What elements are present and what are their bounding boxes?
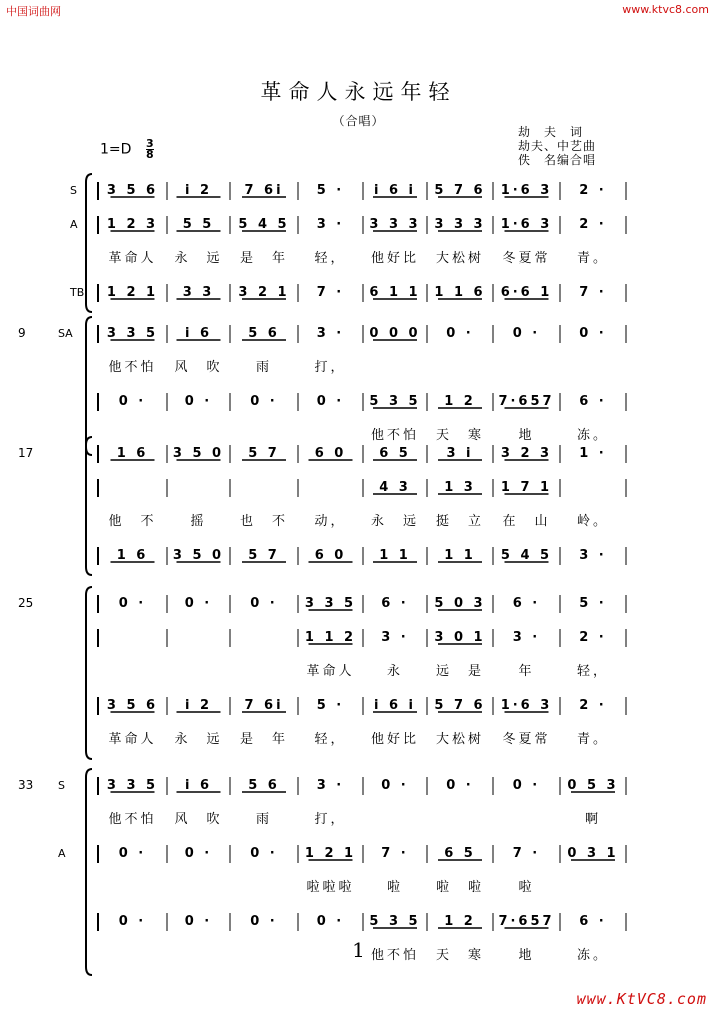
note-group: 0 · — [250, 846, 278, 861]
note-group: 1·6 3 — [500, 698, 553, 713]
lyric-text: 革命人 — [108, 732, 157, 747]
lyric-text: 他不怕 — [108, 360, 157, 375]
note-group: i 2 — [184, 698, 213, 713]
note-group: 2 · — [579, 183, 607, 198]
site-url-right: www.ktvc8.com — [622, 3, 709, 16]
note-group: 6 · — [381, 596, 409, 611]
lyric-text: 永 远 — [370, 514, 420, 529]
note-group: 1 1 2 — [304, 630, 357, 645]
note-group: 7 · — [316, 285, 345, 300]
note-group: 0 · — [512, 778, 541, 793]
note-group: 3 3 5 — [106, 326, 159, 341]
time-sig-denominator: 8 — [146, 148, 154, 161]
lyric-text: 轻， — [314, 732, 347, 747]
lyric-text: 打， — [314, 812, 347, 827]
note-group: 3 5 0 — [172, 446, 225, 461]
note-group: 0 · — [316, 914, 345, 929]
note-group: 2 · — [579, 698, 607, 713]
lyric-text: 啦 啦 — [435, 880, 485, 895]
lyric-text: 啦啦啦 — [306, 880, 355, 895]
lyric-text: 革命人 — [306, 664, 355, 679]
note-group: 0 · — [118, 846, 147, 861]
note-group: 6 · — [579, 914, 607, 929]
note-group: 7 6i — [244, 698, 284, 713]
note-group: 6 5 — [444, 846, 476, 861]
note-group: 3 · — [316, 217, 345, 232]
lyric-text: 冻。 — [576, 428, 610, 443]
note-group: 1 · — [579, 446, 607, 461]
note-group: 6·6 1 — [500, 285, 553, 300]
note-group: 0 · — [250, 596, 278, 611]
lyric-text: 在 山 — [502, 514, 551, 529]
note-group: 3 2 3 — [500, 446, 553, 461]
note-group: 5 3 5 — [369, 394, 421, 409]
note-group: 3 · — [381, 630, 409, 645]
note-group: 2 · — [579, 630, 607, 645]
note-group: 7·657 — [498, 394, 555, 409]
note-group: 0 · — [118, 596, 147, 611]
lyric-text: 冬夏常 — [502, 732, 551, 747]
voice-label: TB — [70, 286, 85, 299]
note-group: 3 3 3 — [369, 217, 421, 232]
note-group: 1 6 — [116, 446, 149, 461]
credit-lyricist: 劫 夫 词 — [518, 125, 584, 139]
note-group: 0 · — [184, 914, 213, 929]
note-group: 3 5 0 — [172, 548, 225, 563]
lyric-text: 岭。 — [576, 514, 610, 529]
note-group: 3 · — [579, 548, 607, 563]
note-group: i 6 — [184, 326, 213, 341]
lyric-text: 也 不 — [239, 514, 289, 529]
voice-label: A — [70, 218, 78, 231]
note-group: 0 · — [118, 394, 147, 409]
note-group: 5 7 6 — [434, 183, 486, 198]
note-group: 0 3 1 — [567, 846, 619, 861]
lyric-text: 风 吹 — [174, 360, 223, 375]
note-group: 0 · — [184, 394, 213, 409]
page-number: 1 — [352, 938, 365, 962]
note-group: 3 5 6 — [106, 698, 159, 713]
note-group: 0 0 0 — [369, 326, 421, 341]
lyric-text: 动， — [314, 514, 347, 529]
note-group: 0 · — [184, 596, 213, 611]
lyric-text: 他好比 — [370, 251, 420, 266]
note-group: i 6 i — [373, 698, 417, 713]
note-group: 3 3 5 — [304, 596, 357, 611]
lyric-text: 他不怕 — [370, 428, 420, 443]
note-group: 5 4 5 — [500, 548, 553, 563]
lyric-text: 大松树 — [435, 732, 485, 747]
note-group: 3 i — [446, 446, 474, 461]
note-group: 6 · — [579, 394, 607, 409]
voice-label: A — [58, 847, 66, 860]
note-group: 3 · — [316, 778, 345, 793]
lyric-text: 雨 — [255, 360, 273, 375]
lyric-text: 啦 — [386, 880, 404, 895]
note-group: 3 · — [512, 630, 541, 645]
lyric-text: 地 — [518, 948, 535, 963]
lyric-text: 天 寒 — [435, 428, 485, 443]
note-group: 1 1 — [379, 548, 411, 563]
note-group: 0 · — [579, 326, 607, 341]
note-group: 6 1 1 — [369, 285, 421, 300]
note-group: 0 5 3 — [567, 778, 619, 793]
note-group: 1 3 — [444, 480, 476, 495]
lyric-text: 挺 立 — [435, 514, 485, 529]
note-group: 0 · — [184, 846, 213, 861]
song-title: 革命人永远年轻 — [260, 80, 457, 104]
note-group: 5 · — [316, 698, 345, 713]
lyric-text: 冬夏常 — [502, 251, 551, 266]
voice-label: S — [58, 779, 65, 792]
note-group: 0 · — [118, 914, 147, 929]
lyric-text: 大松树 — [435, 251, 485, 266]
note-group: 4 3 — [379, 480, 411, 495]
note-group: 5 4 5 — [238, 217, 290, 232]
note-group: 6 0 — [314, 446, 347, 461]
lyric-text: 他好比 — [370, 732, 420, 747]
lyric-text: 啦 — [518, 880, 535, 895]
note-group: 7 · — [579, 285, 607, 300]
lyric-text: 雨 — [255, 812, 273, 827]
song-subtitle: （合唱） — [332, 114, 385, 128]
lyric-text: 革命人 — [108, 251, 157, 266]
system-bracket — [86, 174, 92, 312]
lyric-text: 风 吹 — [174, 812, 223, 827]
lyric-text: 永 远 — [174, 251, 223, 266]
note-group: 3 3 — [182, 285, 215, 300]
note-group: 5 3 5 — [369, 914, 421, 929]
note-group: 5 6 — [248, 778, 280, 793]
note-group: 1 6 — [116, 548, 149, 563]
lyric-text: 他 不 — [108, 514, 157, 529]
watermark: www.KtVC8.com — [576, 990, 707, 1008]
lyric-text: 打， — [314, 360, 347, 375]
system-bracket — [86, 317, 92, 455]
note-group: 1 2 1 — [106, 285, 159, 300]
note-group: 7 · — [381, 846, 409, 861]
lyric-text: 他不怕 — [108, 812, 157, 827]
note-group: 5 7 — [248, 548, 280, 563]
lyric-text: 摇 — [190, 514, 207, 529]
site-name-left: 中国词曲网 — [6, 5, 61, 18]
note-group: i 6 i — [373, 183, 417, 198]
note-group: 3 3 3 — [434, 217, 486, 232]
lyric-text: 轻， — [576, 664, 610, 679]
note-group: 7 6i — [244, 183, 284, 198]
note-group: 1·6 3 — [500, 183, 553, 198]
time-sig-numerator: 3 — [146, 137, 154, 150]
note-group: 7·657 — [498, 914, 555, 929]
note-group: 1 1 — [444, 548, 476, 563]
note-group: 3 2 1 — [238, 285, 290, 300]
note-group: 1 2 — [444, 914, 476, 929]
note-group: 0 · — [250, 394, 278, 409]
note-group: 0 · — [316, 394, 345, 409]
measure-number: 25 — [18, 596, 34, 610]
system-bracket — [86, 587, 92, 759]
note-group: 1 2 1 — [304, 846, 357, 861]
lyric-text: 永 — [386, 664, 404, 679]
lyric-text: 轻， — [314, 251, 347, 266]
measure-number: 33 — [18, 778, 34, 792]
note-group: 5 7 6 — [434, 698, 486, 713]
lyric-text: 年 — [518, 664, 535, 679]
lyric-text: 冻。 — [576, 948, 610, 963]
lyric-text: 永 远 — [174, 732, 223, 747]
note-group: 6 0 — [314, 548, 347, 563]
lyric-text: 是 年 — [239, 251, 289, 266]
note-group: 6 · — [512, 596, 541, 611]
note-group: 5 · — [316, 183, 345, 198]
note-group: 1 7 1 — [500, 480, 553, 495]
note-group: 0 · — [381, 778, 409, 793]
note-group: 1·6 3 — [500, 217, 553, 232]
note-group: 3 3 5 — [106, 778, 159, 793]
lyric-text: 天 寒 — [435, 948, 485, 963]
voice-label: S — [70, 184, 77, 197]
credit-composer: 劫夫、中艺曲 — [518, 139, 597, 153]
measure-number: 9 — [18, 326, 26, 340]
system-bracket — [86, 437, 92, 575]
lyric-text: 他不怕 — [370, 948, 420, 963]
note-group: 0 · — [512, 326, 541, 341]
lyric-text: 青。 — [576, 732, 610, 747]
note-group: 5 7 — [248, 446, 280, 461]
note-group: 1 1 6 — [434, 285, 486, 300]
note-group: 0 · — [446, 326, 474, 341]
note-group: 3 0 1 — [434, 630, 486, 645]
note-group: i 2 — [184, 183, 213, 198]
note-group: 0 · — [250, 914, 278, 929]
note-group: 5 6 — [248, 326, 280, 341]
credit-arranger: 佚 名编合唱 — [518, 153, 597, 167]
note-group: 6 5 — [379, 446, 411, 461]
lyric-text: 青。 — [576, 251, 610, 266]
note-group: 1 2 — [444, 394, 476, 409]
lyric-text: 地 — [518, 428, 535, 443]
lyric-text: 啊 — [584, 812, 602, 827]
note-group: 3 5 6 — [106, 183, 159, 198]
note-group: i 6 — [184, 778, 213, 793]
note-group: 0 · — [446, 778, 474, 793]
note-group: 5 5 — [182, 217, 215, 232]
note-group: 3 · — [316, 326, 345, 341]
note-group: 5 0 3 — [434, 596, 486, 611]
key-text: 1=D — [100, 141, 132, 158]
note-group: 5 · — [579, 596, 607, 611]
measure-number: 17 — [18, 446, 34, 460]
voice-label: SA — [58, 327, 73, 340]
note-group: 2 · — [579, 217, 607, 232]
lyric-text: 是 年 — [239, 732, 289, 747]
lyric-text: 远 是 — [435, 664, 485, 679]
note-group: 1 2 3 — [106, 217, 159, 232]
note-group: 7 · — [512, 846, 541, 861]
